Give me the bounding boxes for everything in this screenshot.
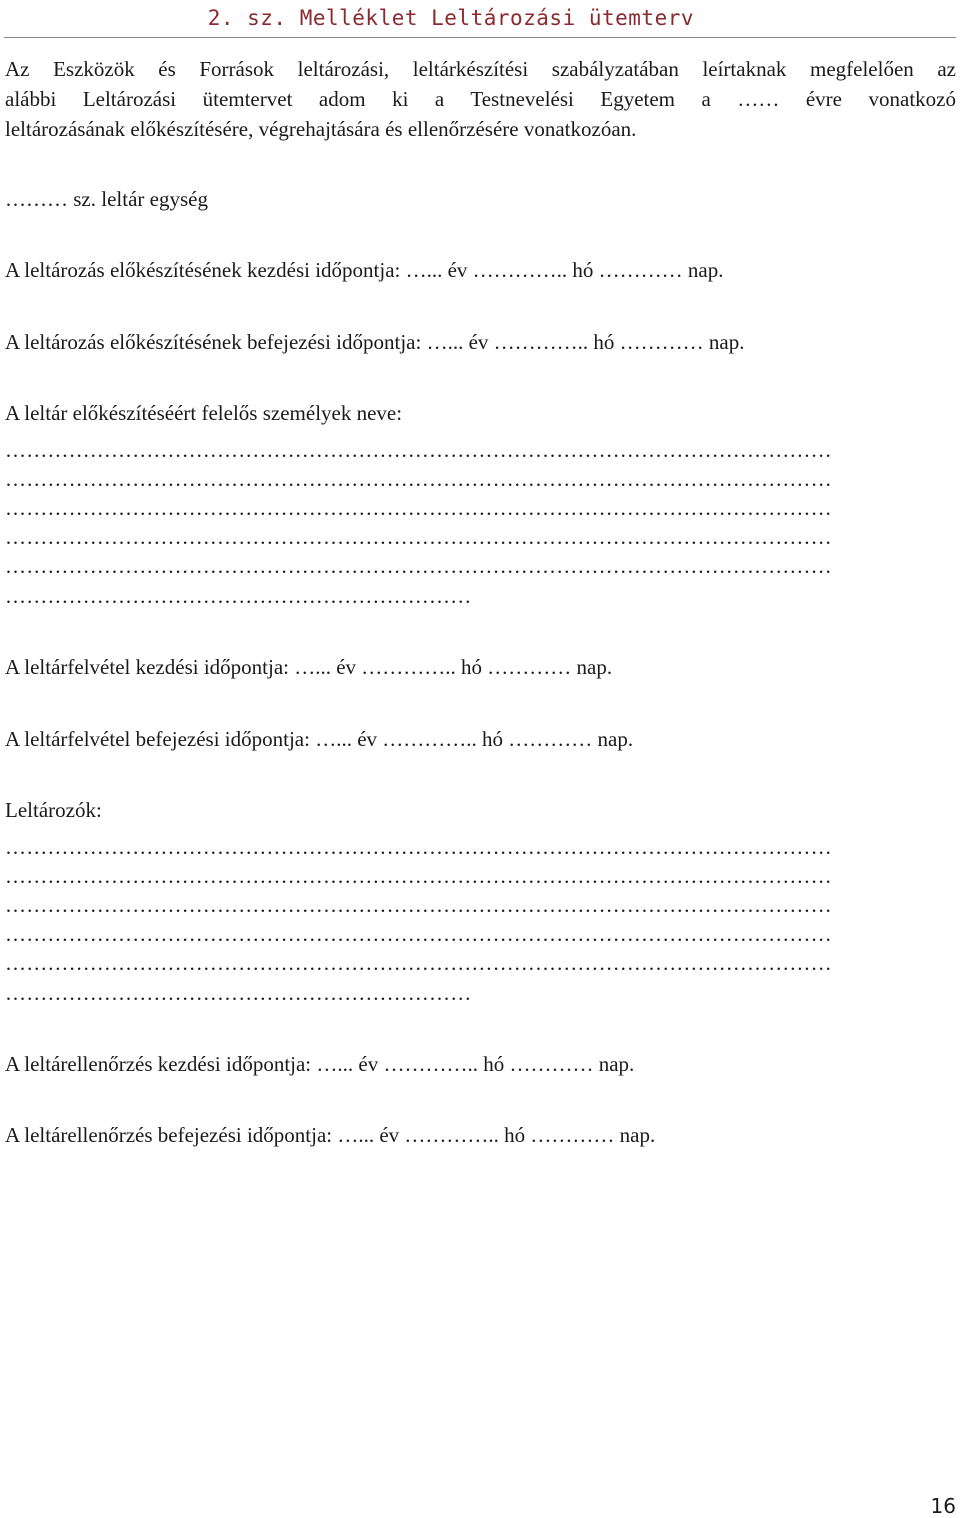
fill-in-line: ……………………………………………………………………………………………………… bbox=[5, 467, 832, 491]
document-title: 2. sz. Melléklet Leltározási ütemterv bbox=[207, 6, 694, 30]
fill-in-line: ……………………………………………………………………………………………………… bbox=[5, 496, 832, 520]
intro-line: alábbi Leltározási ütemtervet adom ki a Testnevelési Egyetem a …… évre vonatkozó bbox=[5, 87, 956, 111]
prep-end-date: A leltározás előkészítésének befejezési időpontja: …... év ………….. hó ………… nap. bbox=[5, 330, 745, 354]
header-divider bbox=[4, 37, 956, 38]
counters-label: Leltározók: bbox=[5, 798, 102, 822]
count-end-date: A leltárfelvétel befejezési időpontja: …... év ………….. hó ………… nap. bbox=[5, 727, 634, 751]
fill-in-line: ……………………………………………………………………………………………………… bbox=[5, 835, 832, 859]
fill-in-line: ……………………………………………………………………………………………………… bbox=[5, 951, 832, 975]
intro-line: Az Eszközök és Források leltározási, leltárkészítési szabályzatában leírtaknak megfelelően az bbox=[5, 57, 956, 81]
fill-in-line: ……………………………………………………………………………………………………… bbox=[5, 554, 832, 578]
check-start-date: A leltárellenőrzés kezdési időpontja: …... év ………….. hó ………… nap. bbox=[5, 1052, 635, 1076]
fill-in-line: ……………………………………………………………………………………………………… bbox=[5, 893, 832, 917]
inventory-unit-line: ……… sz. leltár egység bbox=[5, 187, 208, 211]
fill-in-line: ……………………………………………………………………………………………………… bbox=[5, 864, 832, 888]
page-number: 16 bbox=[930, 1494, 956, 1518]
intro-line: leltározásának előkészítésére, végrehajtására és ellenőrzésére vonatkozóan. bbox=[5, 117, 637, 141]
fill-in-line: ……………………………………………………………………………………………………… bbox=[5, 525, 832, 549]
page-header bbox=[0, 0, 960, 38]
fill-in-line: ………………………………………………………… bbox=[5, 981, 472, 1005]
prep-people-label: A leltár előkészítéséért felelős személyek neve: bbox=[5, 401, 403, 425]
check-end-date: A leltárellenőrzés befejezési időpontja: …... év ………….. hó ………… nap. bbox=[5, 1123, 656, 1147]
intro-paragraph bbox=[5, 54, 956, 144]
fill-in-line: ………………………………………………………… bbox=[5, 584, 472, 608]
fill-in-line: ……………………………………………………………………………………………………… bbox=[5, 922, 832, 946]
fill-in-line: ……………………………………………………………………………………………………… bbox=[5, 438, 832, 462]
prep-start-date: A leltározás előkészítésének kezdési időpontja: …... év ………….. hó ………… nap. bbox=[5, 258, 724, 282]
count-start-date: A leltárfelvétel kezdési időpontja: …... év ………….. hó ………… nap. bbox=[5, 655, 613, 679]
